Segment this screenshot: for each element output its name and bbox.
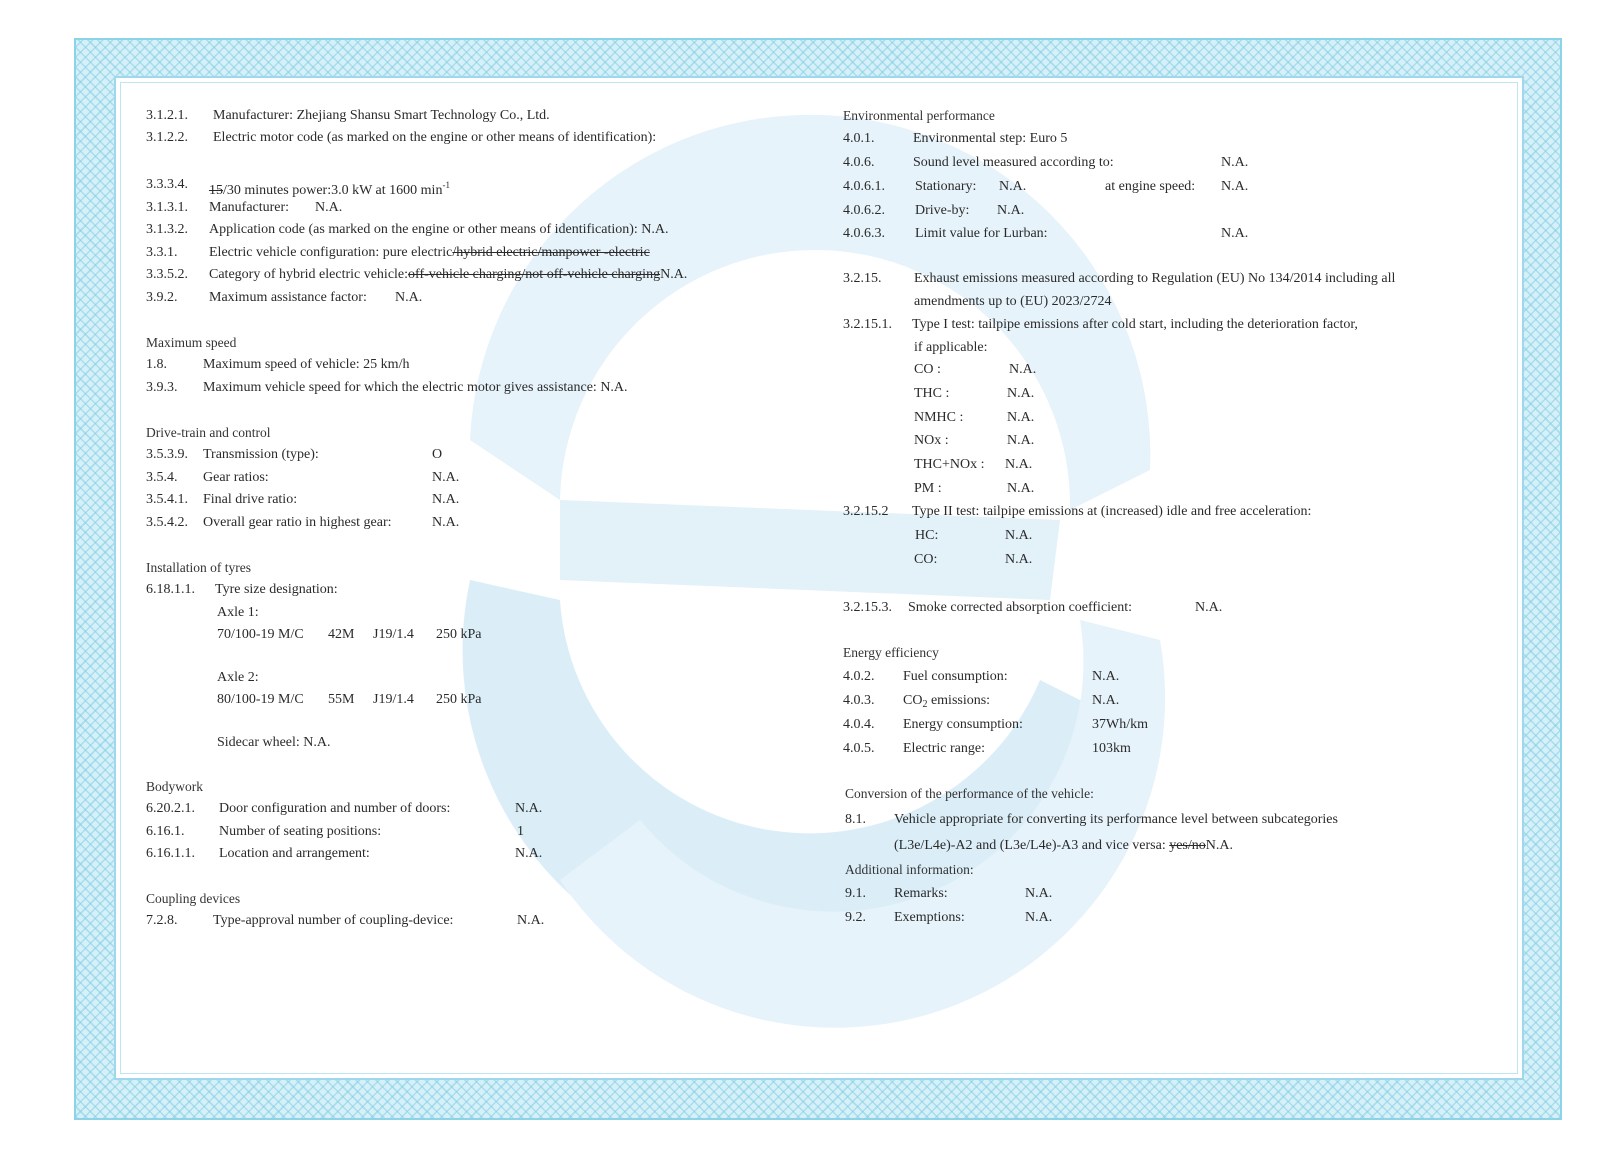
field-value: N.A.: [515, 801, 543, 816]
pollutant-value: N.A.: [1007, 481, 1035, 496]
field-value: N.A.: [1195, 600, 1223, 615]
item-number: 8.1.: [845, 812, 866, 827]
field-label: Manufacturer:: [209, 200, 290, 215]
exhaust-text: amendments up to (EU) 2023/2724: [914, 294, 1112, 309]
tyre-pressure: 250 kPa: [436, 627, 482, 642]
struck-text: 15: [209, 183, 223, 198]
exhaust-text: Exhaust emissions measured according to Regulation (EU) No 134/2014 including all: [914, 271, 1396, 286]
item-number: 3.5.4.1.: [146, 492, 188, 507]
field-label: Limit value for Lurban:: [915, 226, 1048, 241]
power-text: 15/30 minutes power:3.0 kW at 1600 $\min^{-1}$: [209, 180, 450, 198]
field-label: Final drive ratio:: [203, 492, 298, 507]
item-number: 4.0.5.: [843, 741, 875, 756]
section-heading: Energy efficiency: [843, 645, 939, 660]
item-number: 7.2.8.: [146, 913, 178, 928]
item-number: 3.1.2.2.: [146, 130, 188, 145]
item-number: 3.1.3.1.: [146, 200, 188, 215]
field-label: Stationary:: [915, 179, 977, 194]
pollutant-value: N.A.: [1009, 362, 1037, 377]
type1-test-text: Type I test: tailpipe emissions after cold start, including the deterioration factor,: [912, 317, 1358, 332]
item-number: 9.2.: [845, 910, 866, 925]
field-label: Sound level measured according to:: [913, 155, 1114, 170]
conversion-text: Vehicle appropriate for converting its performance level between subcategories: [894, 812, 1338, 827]
field-label: Exemptions:: [894, 910, 965, 925]
field-value: N.A.: [1221, 179, 1249, 194]
field-value: N.A.: [1025, 910, 1053, 925]
item-number: 3.9.3.: [146, 380, 178, 395]
type2-test-text: Type II test: tailpipe emissions at (increased) idle and free acceleration:: [912, 504, 1312, 519]
hybrid-category-text: Category of hybrid electric vehicle:off-vehicle charging/not off-vehicle chargingN.A.: [209, 267, 688, 282]
section-heading: Drive-train and control: [146, 425, 271, 440]
item-number: 3.5.4.: [146, 470, 178, 485]
item-number: 4.0.6.: [843, 155, 875, 170]
tyre-size-label: Tyre size designation:: [215, 582, 338, 597]
field-label: Smoke corrected absorption coefficient:: [908, 600, 1133, 615]
item-number: 3.9.2.: [146, 290, 178, 305]
tyre-rim: J19/1.4: [373, 692, 414, 707]
item-number: 4.0.1.: [843, 131, 875, 146]
field-label: Electric range:: [903, 741, 986, 756]
tyre-pressure: 250 kPa: [436, 692, 482, 707]
field-value: N.A.: [432, 492, 460, 507]
pollutant-label: THC+NOx :: [914, 457, 985, 472]
field-label: Type-approval number of coupling-device:: [213, 913, 454, 928]
field-label: at engine speed:: [1105, 179, 1196, 194]
item-number: 9.1.: [845, 886, 866, 901]
field-label: Drive-by:: [915, 203, 970, 218]
tyre-load-index: 55M: [328, 692, 355, 707]
field-value: O: [432, 447, 443, 462]
pollutant-label: PM :: [914, 481, 942, 496]
field-value: N.A.: [1025, 886, 1053, 901]
pollutant-value: N.A.: [1007, 433, 1035, 448]
axle-label: Axle 2:: [217, 670, 259, 685]
section-heading: Environmental performance: [843, 108, 995, 123]
field-value: 1: [517, 824, 524, 839]
pollutant-label: CO:: [914, 552, 938, 567]
item-number: 3.3.3.4.: [146, 177, 188, 192]
pollutant-label: NMHC :: [914, 410, 964, 425]
item-number: 4.0.6.1.: [843, 179, 885, 194]
field-value: N.A.: [999, 179, 1027, 194]
field-label: Location and arrangement:: [219, 846, 370, 861]
item-number: 3.2.15.3.: [843, 600, 892, 615]
assist-speed-text: Maximum vehicle speed for which the electric motor gives assistance: N.A.: [203, 380, 628, 395]
field-value: 103km: [1092, 741, 1131, 756]
field-label: Number of seating positions:: [219, 824, 382, 839]
item-number: 3.2.15.: [843, 271, 882, 286]
section-heading: Installation of tyres: [146, 560, 251, 575]
axle-label: Axle 1:: [217, 605, 259, 620]
pollutant-label: NOx :: [914, 433, 949, 448]
item-number: 6.18.1.1.: [146, 582, 195, 597]
struck-text: yes/no: [1169, 838, 1206, 853]
motor-code-text: Electric motor code (as marked on the engine or other means of identification):: [213, 130, 657, 145]
field-value: N.A.: [997, 203, 1025, 218]
field-value: N.A.: [315, 200, 343, 215]
item-number: 6.20.2.1.: [146, 801, 195, 816]
field-value: 37Wh/km: [1092, 717, 1148, 732]
tyre-load-index: 42M: [328, 627, 355, 642]
field-label: Overall gear ratio in highest gear:: [203, 515, 392, 530]
sidecar-text: Sidecar wheel: N.A.: [217, 735, 331, 750]
field-label: Maximum assistance factor:: [209, 290, 367, 305]
tyre-size: 80/100-19 M/C: [217, 692, 304, 707]
item-number: 4.0.2.: [843, 669, 875, 684]
item-number: 6.16.1.1.: [146, 846, 195, 861]
type1-test-text: if applicable:: [914, 340, 988, 355]
field-label: Remarks:: [894, 886, 948, 901]
item-number: 3.3.1.: [146, 245, 178, 260]
pollutant-value: N.A.: [1005, 552, 1033, 567]
section-heading: Maximum speed: [146, 335, 237, 350]
application-code-text: Application code (as marked on the engine or other means of identification): N.A.: [209, 222, 669, 237]
pollutant-label: THC :: [914, 386, 950, 401]
item-number: 3.1.2.1.: [146, 108, 188, 123]
field-value: N.A.: [395, 290, 423, 305]
co2-label: $CO_2$ emissions:: [903, 693, 991, 710]
field-label: Door configuration and number of doors:: [219, 801, 451, 816]
pollutant-label: CO :: [914, 362, 941, 377]
item-number: 1.8.: [146, 357, 167, 372]
field-label: Energy consumption:: [903, 717, 1023, 732]
field-value: N.A.: [1092, 669, 1120, 684]
item-number: 4.0.6.2.: [843, 203, 885, 218]
item-number: 3.2.15.2: [843, 504, 889, 519]
section-heading: Coupling devices: [146, 891, 241, 906]
struck-text: /hybrid electric/manpower -electric: [452, 245, 650, 260]
item-number: 3.3.5.2.: [146, 267, 188, 282]
pollutant-value: N.A.: [1007, 410, 1035, 425]
item-number: 4.0.4.: [843, 717, 875, 732]
field-value: N.A.: [1092, 693, 1120, 708]
manufacturer-text: Manufacturer: Zhejiang Shansu Smart Technology Co., Ltd.: [213, 108, 550, 123]
struck-text: off-vehicle charging/not off-vehicle charging: [408, 267, 661, 282]
conversion-text: (L3e/L4e)-A2 and (L3e/L4e)-A3 and vice versa: yes/noN.A.: [894, 838, 1234, 853]
section-heading: Additional information:: [845, 862, 974, 877]
pollutant-label: HC:: [915, 528, 939, 543]
field-value: N.A.: [432, 515, 460, 530]
field-value: N.A.: [517, 913, 545, 928]
pollutant-value: N.A.: [1005, 528, 1033, 543]
item-number: 4.0.3.: [843, 693, 875, 708]
item-number: 6.16.1.: [146, 824, 185, 839]
environmental-step-text: Environmental step: Euro 5: [913, 131, 1068, 146]
max-speed-text: Maximum speed of vehicle: 25 km/h: [203, 357, 410, 372]
tyre-rim: J19/1.4: [373, 627, 414, 642]
field-value: N.A.: [1221, 155, 1249, 170]
pollutant-value: N.A.: [1007, 386, 1035, 401]
field-label: Gear ratios:: [203, 470, 269, 485]
field-value: N.A.: [515, 846, 543, 861]
pollutant-value: N.A.: [1005, 457, 1033, 472]
section-heading: Conversion of the performance of the vehicle:: [845, 786, 1094, 801]
section-heading: Bodywork: [146, 779, 203, 794]
field-label: Transmission (type):: [203, 447, 319, 462]
field-label: Fuel consumption:: [903, 669, 1008, 684]
item-number: 3.2.15.1.: [843, 317, 892, 332]
ev-configuration-text: Electric vehicle configuration: pure electric/hybrid electric/manpower -electric: [209, 245, 650, 260]
item-number: 3.5.3.9.: [146, 447, 188, 462]
item-number: 3.5.4.2.: [146, 515, 188, 530]
item-number: 3.1.3.2.: [146, 222, 188, 237]
field-value: N.A.: [432, 470, 460, 485]
item-number: 4.0.6.3.: [843, 226, 885, 241]
tyre-size: 70/100-19 M/C: [217, 627, 304, 642]
field-value: N.A.: [1221, 226, 1249, 241]
